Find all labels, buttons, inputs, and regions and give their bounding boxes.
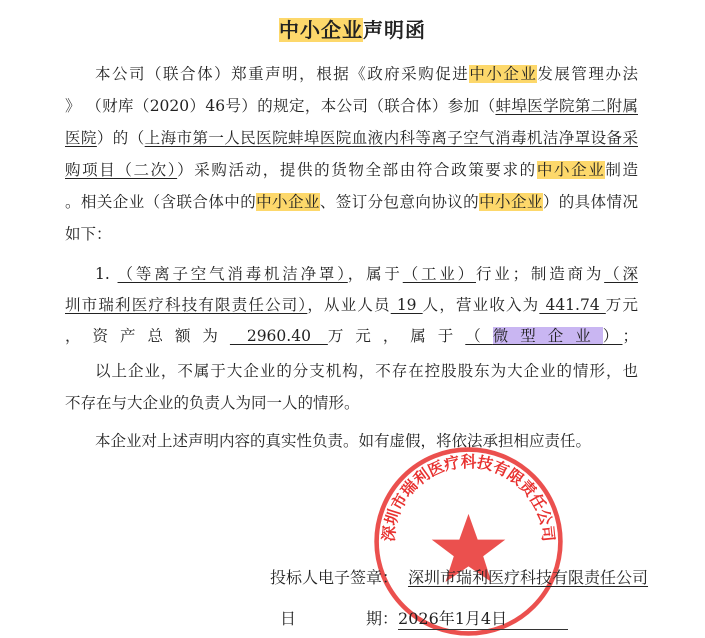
underlined-field: 441.74	[539, 296, 606, 314]
underlined-field: 19	[390, 296, 423, 314]
text-line	[65, 391, 638, 415]
underlined-field: （等离子空气消毒机洁净罩）	[117, 265, 348, 283]
text-segment: 发展管理办法	[537, 65, 638, 83]
underlined-field: （工业）	[402, 265, 476, 283]
text-segment: 声明函	[363, 18, 426, 42]
text-segment: ）采购活动，提供的货物全部由符合政策要求的	[177, 161, 537, 179]
underlined-field: 圳市瑞利医疗科技有限责任公司）	[65, 296, 308, 314]
underlined-field: （深	[604, 265, 638, 283]
text-segment: 、签订分包意向协议的	[319, 193, 480, 211]
highlighted-text: 中小企业	[279, 18, 363, 42]
text-segment: 如下：	[65, 225, 112, 243]
signature-value: 深圳市瑞利医疗科技有限责任公司	[408, 568, 649, 587]
text-segment: ，资产总额为	[65, 327, 230, 345]
text-segment: 万元	[605, 296, 638, 314]
underlined-field: ）	[602, 327, 623, 345]
text-segment: 人，营业收入为	[422, 296, 540, 314]
text-segment: 制造	[605, 161, 638, 179]
text-line	[65, 293, 638, 317]
text-line	[95, 359, 638, 383]
text-segment: ）的具体情况	[542, 193, 638, 211]
highlighted-text: 中小企业	[536, 161, 606, 179]
underlined-field: 购项目（二次）	[65, 161, 178, 179]
text-segment: 1.	[95, 265, 118, 283]
text-segment: ，属于	[347, 265, 403, 283]
date-label-1: 日	[280, 609, 297, 628]
underlined-field: 上海市第一人民医院蚌埠医院血液内科等离子空气消毒机洁净罩设备采	[144, 129, 638, 147]
text-segment: 不存在与大企业的负责人为同一人的情形。	[65, 394, 360, 412]
underlined-field: 医院	[65, 129, 97, 147]
text-segment: ）的（	[96, 129, 145, 147]
underlined-field: （	[465, 327, 493, 345]
signature-label: 投标人电子签章：	[270, 568, 399, 587]
text-line	[65, 126, 638, 150]
text-segment: 》 （财库（2020）46号）的规定，本公司（联合体）参加（	[65, 97, 496, 115]
date-label-2: 期：	[366, 609, 399, 628]
seal-text: 深圳市瑞利医疗科技有限责任公司	[379, 453, 558, 543]
text-line	[95, 62, 638, 86]
underlined-field: 微型企业	[492, 327, 603, 345]
text-line	[65, 158, 638, 182]
highlighted-text: 中小企业	[469, 65, 538, 83]
text-segment: 。相关企业（含联合体中的	[65, 193, 257, 211]
signature-row	[270, 565, 648, 588]
text-line	[95, 262, 638, 286]
text-segment: ，从业人员	[307, 296, 391, 314]
text-line	[65, 94, 638, 118]
text-segment: 行业；制造商为	[475, 265, 605, 283]
date-row	[280, 606, 568, 630]
underlined-field: 蚌埠医学院第二附属	[495, 97, 638, 115]
highlighted-text: 中小企业	[479, 193, 543, 211]
text-segment: ；	[622, 327, 638, 345]
date-value: 2026年1月4日	[398, 606, 568, 630]
text-segment: 本公司（联合体）郑重声明，根据《政府采购促进	[95, 65, 470, 83]
document-title	[0, 14, 705, 43]
text-segment: 以上企业，不属于大企业的分支机构，不存在控股股东为大企业的情形，也	[95, 362, 638, 380]
text-segment: 本企业对上述声明内容的真实性负责。如有虚假，将依法承担相应责任。	[95, 432, 592, 450]
highlighted-text: 中小企业	[256, 193, 320, 211]
text-line	[65, 324, 638, 348]
underlined-field: 2960.40	[229, 327, 328, 345]
text-line	[65, 222, 638, 246]
text-segment: 万元，属于	[327, 327, 466, 345]
text-line	[65, 190, 638, 214]
